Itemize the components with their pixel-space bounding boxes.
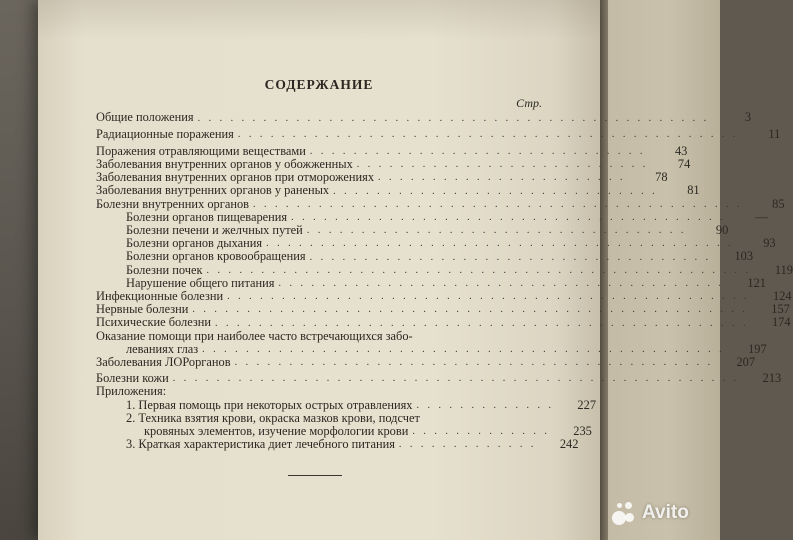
toc-entry: Общие положения . . . . . . . . . . . . . . . . . . . . . . . . . . . . . . . . . . . . . . . . . . . . . . . 3: [96, 110, 752, 125]
toc-entry: Оказание помощи при наиболее часто встречающихся забо-: [96, 328, 413, 343]
toc-entry: Заболевания внутренних органов у обожженных . . . . . . . . . . . . . . . . . . . . . . . . . . . 74: [96, 157, 691, 172]
page-shadow: [38, 0, 600, 40]
page-column-label: Стр.: [516, 96, 542, 111]
toc-entry: Приложения:: [96, 384, 167, 399]
toc-entry: Болезни органов кровообращения . . . . . . . . . . . . . . . . . . . . . . . . . . . . . . . . . . . . . 103: [126, 249, 754, 264]
toc-entry: Психические болезни . . . . . . . . . . . . . . . . . . . . . . . . . . . . . . . . . . . . . . . . . . . . . . . . . 174: [96, 315, 791, 330]
toc-entry: Заболевания внутренних органов при отморожениях . . . . . . . . . . . . . . . . . . . . . . . 78: [96, 170, 668, 185]
toc-entry: Нервные болезни . . . . . . . . . . . . . . . . . . . . . . . . . . . . . . . . . . . . . . . . . . . . . . . . . . . 157: [96, 302, 790, 317]
toc-entry: Болезни внутренних органов . . . . . . . . . . . . . . . . . . . . . . . . . . . . . . . . . . . . . . . . . . . . . 85: [96, 196, 785, 211]
closing-rule: [288, 475, 342, 476]
toc-entry: 2. Техника взятия крови, окраска мазков крови, подсчет: [126, 410, 420, 425]
watermark-text: Avito: [642, 502, 689, 523]
toc-entry: Болезни кожи . . . . . . . . . . . . . . . . . . . . . . . . . . . . . . . . . . . . . . . . . . . . . . . . . . . . 213: [96, 371, 782, 386]
toc-entry: Радиационные поражения . . . . . . . . . . . . . . . . . . . . . . . . . . . . . . . . . . . . . . . . . . . . . . 11: [96, 126, 781, 141]
table-of-contents: [96, 77, 793, 452]
avito-dots-icon: [612, 500, 638, 526]
toc-title: СОДЕРЖАНИЕ: [264, 77, 374, 92]
toc-entry: кровяных элементов, изучение морфологии крови . . . . . . . . . . . . . 235: [144, 424, 592, 439]
toc-entry: Заболевания внутренних органов у раненых . . . . . . . . . . . . . . . . . . . . . . . . . . . . . . 81: [96, 183, 700, 198]
toc-entry: Заболевания ЛОРорганов . . . . . . . . . . . . . . . . . . . . . . . . . . . . . . . . . . . . . . . . . . . . 207: [96, 355, 756, 370]
toc-entry: Нарушение общего питания . . . . . . . . . . . . . . . . . . . . . . . . . . . . . . . . . . . . . . . . . 121: [126, 275, 766, 290]
toc-entry: леваниях глаз . . . . . . . . . . . . . . . . . . . . . . . . . . . . . . . . . . . . . . . . . . . . . . . . 197: [126, 341, 767, 356]
toc-entry: Болезни органов пищеварения . . . . . . . . . . . . . . . . . . . . . . . . . . . . . . . . . . . . . . . . —: [126, 209, 768, 224]
toc-entry: Болезни органов дыхания . . . . . . . . . . . . . . . . . . . . . . . . . . . . . . . . . . . . . . . . . . . 93: [126, 236, 776, 251]
toc-entry: 3. Краткая характеристика диет лечебного питания . . . . . . . . . . . . . 242: [126, 437, 579, 452]
toc-entry: Болезни почек . . . . . . . . . . . . . . . . . . . . . . . . . . . . . . . . . . . . . . . . . . . . . . . . . . 119: [126, 262, 793, 277]
toc-entry: 1. Первая помощь при некоторых острых отравлениях . . . . . . . . . . . . . 227: [126, 397, 597, 412]
toc-entry: Инфекционные болезни . . . . . . . . . . . . . . . . . . . . . . . . . . . . . . . . . . . . . . . . . . . . . . . . 124: [96, 289, 792, 304]
toc-entry: Болезни печени и желчных путей . . . . . . . . . . . . . . . . . . . . . . . . . . . . . . . . . . . 90: [126, 223, 729, 238]
avito-watermark: [612, 499, 714, 527]
toc-entry: Поражения отравляющими веществами . . . . . . . . . . . . . . . . . . . . . . . . . . . . . . . 43: [96, 143, 688, 158]
